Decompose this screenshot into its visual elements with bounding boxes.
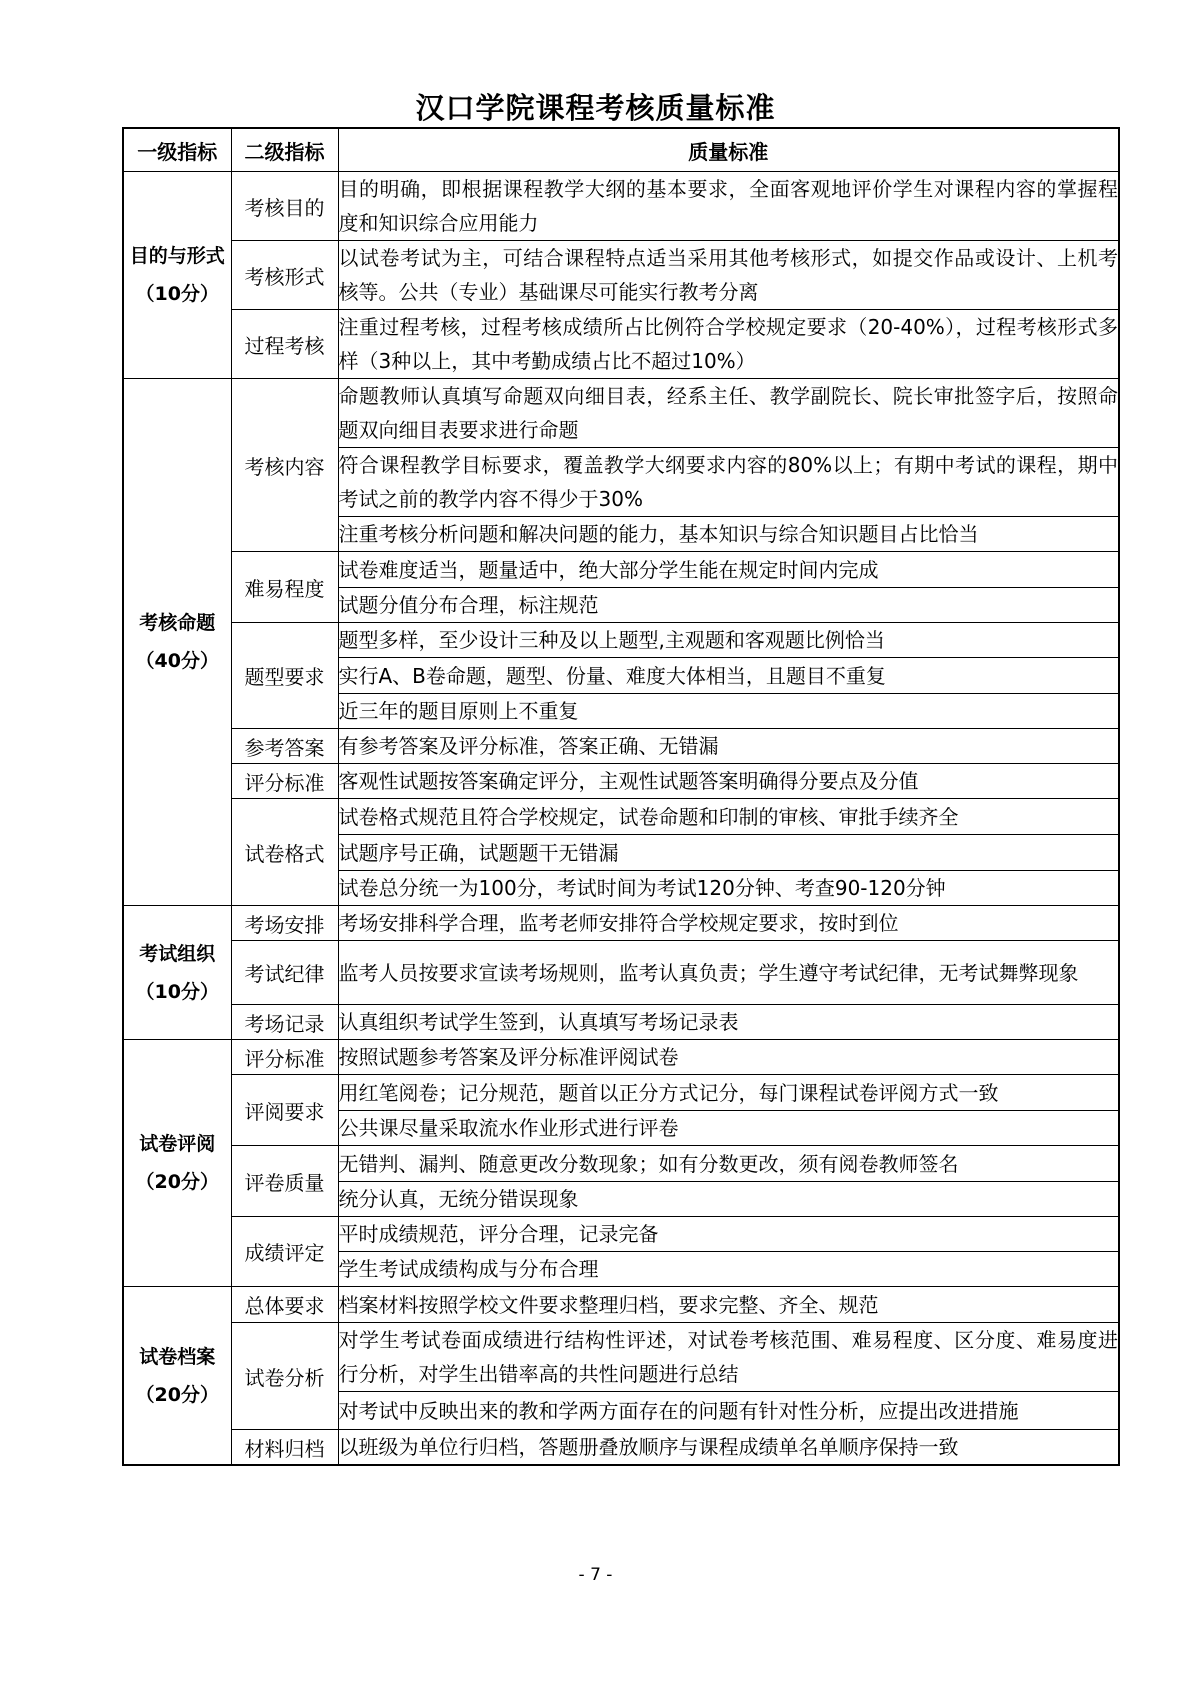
- table-row: [123, 1075, 1119, 1111]
- table-row: [123, 799, 1119, 835]
- level2-indicator: 过程考核: [231, 310, 338, 379]
- quality-standard-cell: 有参考答案及评分标准，答案正确、无错漏: [338, 729, 1119, 764]
- page-number: - 7 -: [578, 1565, 613, 1585]
- quality-standard-cell: 以试卷考试为主，可结合课程特点适当采用其他考核形式，如提交作品或设计、上机考核等。公共（专业）基础课尽可能实行教考分离: [338, 241, 1119, 310]
- quality-standard-cell: 公共课尽量采取流水作业形式进行评卷: [338, 1111, 1119, 1146]
- table-row: [123, 1430, 1119, 1466]
- level1-indicator: [123, 1040, 231, 1287]
- level1-indicator: [123, 906, 231, 1040]
- table-row: [123, 552, 1119, 588]
- level2-indicator: 评分标准: [231, 1040, 338, 1075]
- quality-standard-cell: 客观性试题按答案确定评分，主观性试题答案明确得分要点及分值: [338, 764, 1119, 799]
- level2-indicator: 试卷分析: [231, 1323, 338, 1430]
- quality-standard-cell: 题型多样，至少设计三种及以上题型,主观题和客观题比例恰当: [338, 623, 1119, 658]
- table-row: [123, 310, 1119, 379]
- level2-indicator: 考核目的: [231, 172, 338, 241]
- quality-standard-cell: 试题序号正确，试题题干无错漏: [338, 835, 1119, 871]
- quality-standard-cell: 无错判、漏判、随意更改分数现象；如有分数更改，须有阅卷教师签名: [338, 1146, 1119, 1182]
- level1-indicator: [123, 1287, 231, 1466]
- table-row: [123, 1287, 1119, 1323]
- level2-indicator: 题型要求: [231, 623, 338, 729]
- level1-name: 试卷档案: [139, 1345, 216, 1368]
- table-header-row: [123, 128, 1119, 172]
- level2-indicator: 考核形式: [231, 241, 338, 310]
- level1-indicator: [123, 172, 231, 379]
- level2-indicator: 考场安排: [231, 906, 338, 941]
- table-row: [123, 1040, 1119, 1075]
- level1-score: （10分）: [135, 283, 219, 305]
- quality-standard-cell: 试卷难度适当，题量适中，绝大部分学生能在规定时间内完成: [338, 552, 1119, 588]
- level1-score: （40分）: [135, 650, 219, 672]
- quality-standard-cell: 以班级为单位行归档，答题册叠放顺序与课程成绩单名单顺序保持一致: [338, 1430, 1119, 1466]
- level2-indicator: 评阅要求: [231, 1075, 338, 1146]
- level2-indicator: 考试纪律: [231, 941, 338, 1005]
- level1-score: （20分）: [135, 1171, 219, 1193]
- quality-standard-cell: 注重过程考核，过程考核成绩所占比例符合学校规定要求（20-40%），过程考核形式多样（3种以上，其中考勤成绩占比不超过10%）: [338, 310, 1119, 379]
- table-row: [123, 1005, 1119, 1040]
- level2-indicator: 考场记录: [231, 1005, 338, 1040]
- table-row: [123, 764, 1119, 799]
- quality-standard-cell: 对考试中反映出来的教和学两方面存在的问题有针对性分析，应提出改进措施: [338, 1392, 1119, 1430]
- quality-standard-table: [122, 127, 1120, 1466]
- quality-standard-cell: 试卷总分统一为100分，考试时间为考试120分钟、考查90-120分钟: [338, 871, 1119, 906]
- quality-standard-cell: 目的明确，即根据课程教学大纲的基本要求，全面客观地评价学生对课程内容的掌握程度和知识综合应用能力: [338, 172, 1119, 241]
- table-row: [123, 379, 1119, 448]
- quality-standard-cell: 注重考核分析问题和解决问题的能力，基本知识与综合知识题目占比恰当: [338, 517, 1119, 552]
- table-body: [123, 172, 1119, 1466]
- level1-name: 目的与形式: [129, 245, 225, 267]
- level2-indicator: 总体要求: [231, 1287, 338, 1323]
- quality-standard-cell: 试题分值分布合理，标注规范: [338, 588, 1119, 623]
- quality-standard-cell: 档案材料按照学校文件要求整理归档，要求完整、齐全、规范: [338, 1287, 1119, 1323]
- quality-standard-cell: 考场安排科学合理，监考老师安排符合学校规定要求，按时到位: [338, 906, 1119, 941]
- table-row: [123, 241, 1119, 310]
- table-row: [123, 941, 1119, 1005]
- level1-score: （10分）: [135, 980, 219, 1003]
- level1-name: 试卷评阅: [139, 1133, 216, 1155]
- quality-standard-cell: 学生考试成绩构成与分布合理: [338, 1252, 1119, 1287]
- table-row: [123, 729, 1119, 764]
- page-title: 汉口学院课程考核质量标准: [415, 91, 776, 125]
- quality-standard-cell: 对学生考试卷面成绩进行结构性评述，对试卷考核范围、难易程度、区分度、难易度进行分析，对学生出错率高的共性问题进行总结: [338, 1323, 1119, 1392]
- quality-standard-cell: 用红笔阅卷；记分规范，题首以正分方式记分，每门课程试卷评阅方式一致: [338, 1075, 1119, 1111]
- quality-standard-cell: 按照试题参考答案及评分标准评阅试卷: [338, 1040, 1119, 1075]
- level1-name: 考核命题: [139, 612, 216, 634]
- quality-standard-cell: 统分认真，无统分错误现象: [338, 1182, 1119, 1217]
- level1-score: （20分）: [135, 1383, 219, 1406]
- header-level2: 二级指标: [231, 128, 338, 172]
- level2-indicator: 评卷质量: [231, 1146, 338, 1217]
- quality-standard-cell: 平时成绩规范，评分合理，记录完备: [338, 1217, 1119, 1252]
- header-standard: 质量标准: [338, 128, 1119, 172]
- table-row: [123, 906, 1119, 941]
- table-row: [123, 172, 1119, 241]
- quality-standard-cell: 近三年的题目原则上不重复: [338, 694, 1119, 729]
- level2-indicator: 成绩评定: [231, 1217, 338, 1287]
- level2-indicator: 试卷格式: [231, 799, 338, 906]
- quality-standard-cell: 实行A、B卷命题，题型、份量、难度大体相当，且题目不重复: [338, 658, 1119, 694]
- level2-indicator: 考核内容: [231, 379, 338, 552]
- level2-indicator: 材料归档: [231, 1430, 338, 1466]
- table-row: [123, 1146, 1119, 1182]
- quality-standard-cell: 认真组织考试学生签到，认真填写考场记录表: [338, 1005, 1119, 1040]
- table-row: [123, 1323, 1119, 1392]
- quality-standard-cell: 符合课程教学目标要求，覆盖教学大纲要求内容的80%以上；有期中考试的课程，期中考试之前的教学内容不得少于30%: [338, 448, 1119, 517]
- table-row: [123, 623, 1119, 658]
- header-level1: 一级指标: [123, 128, 231, 172]
- level1-name: 考试组织: [139, 942, 216, 965]
- quality-standard-cell: 监考人员按要求宣读考场规则，监考认真负责；学生遵守考试纪律，无考试舞弊现象: [338, 941, 1119, 1005]
- level1-indicator: [123, 379, 231, 906]
- level2-indicator: 参考答案: [231, 729, 338, 764]
- level2-indicator: 难易程度: [231, 552, 338, 623]
- table-row: [123, 1217, 1119, 1252]
- quality-standard-cell: 命题教师认真填写命题双向细目表，经系主任、教学副院长、院长审批签字后，按照命题双向细目表要求进行命题: [338, 379, 1119, 448]
- level2-indicator: 评分标准: [231, 764, 338, 799]
- quality-standard-cell: 试卷格式规范且符合学校规定，试卷命题和印制的审核、审批手续齐全: [338, 799, 1119, 835]
